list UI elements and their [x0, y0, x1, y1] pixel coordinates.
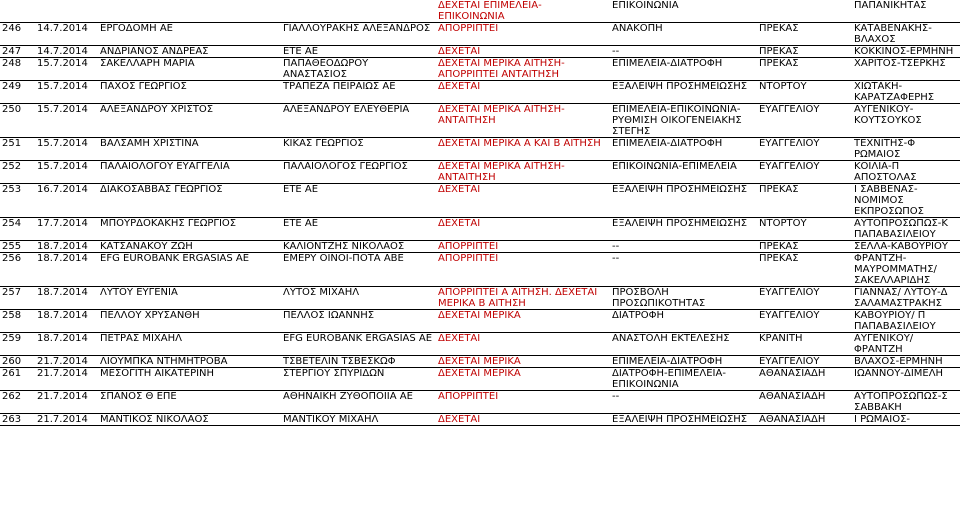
party2-cell: ΕΤΕ ΑΕ: [281, 218, 436, 241]
type-cell: --: [610, 46, 757, 58]
judge-cell: ΕΥΑΓΓΕΛΙΟΥ: [757, 287, 852, 310]
date-cell: 17.7.2014: [35, 218, 98, 241]
num-cell: 249: [0, 81, 35, 104]
lawyers-cell: ΑΥΤΟΠΡΟΣΩΠΩΣ-Κ ΠΑΠΑΒΑΣΙΛΕΙΟΥ: [852, 218, 960, 241]
judge-cell: ΝΤΟΡΤΟΥ: [757, 81, 852, 104]
lawyers-cell: ΙΩΑΝΝΟΥ-ΔΙΜΕΛΗ: [852, 368, 960, 391]
num-cell: 260: [0, 356, 35, 368]
status-cell: ΑΠΟΡΡΙΠΤΕΙ: [436, 391, 610, 414]
type-cell: --: [610, 253, 757, 287]
table-row: [0, 104, 960, 138]
party2-cell: ΑΘΗΝΑΪΚΗ ΖΥΘΟΠΟΙΙΑ ΑΕ: [281, 391, 436, 414]
type-cell: ΔΙΑΤΡΟΦΗ: [610, 310, 757, 333]
status-cell: ΑΠΟΡΡΙΠΤΕΙ: [436, 241, 610, 253]
judge-cell: ΑΘΑΝΑΣΙΑΔΗ: [757, 414, 852, 426]
type-cell: ΕΞΑΛΕΙΨΗ ΠΡΟΣΗΜΕΙΩΣΗΣ: [610, 218, 757, 241]
party2-cell: ΠΑΠΑΘΕΟΔΩΡΟΥ ΑΝΑΣΤΑΣΙΟΣ: [281, 58, 436, 81]
judge-cell: ΕΥΑΓΓΕΛΙΟΥ: [757, 310, 852, 333]
type-cell: ΑΝΑΣΤΟΛΗ ΕΚΤΕΛΕΣΗΣ: [610, 333, 757, 356]
date-cell: 15.7.2014: [35, 58, 98, 81]
party1-cell: ΚΑΤΣΑΝΑΚΟΥ ΖΩΗ: [98, 241, 281, 253]
date-cell: 15.7.2014: [35, 138, 98, 161]
party1-cell: ΒΑΛΣΑΜΗ ΧΡΙΣΤΙΝΑ: [98, 138, 281, 161]
table-row: [0, 58, 960, 81]
table-row: [0, 161, 960, 184]
type-cell: ΕΠΙΜΕΛΕΙΑ-ΔΙΑΤΡΟΦΗ: [610, 356, 757, 368]
status-cell: ΔΕΧΕΤΑΙ: [436, 81, 610, 104]
type-cell: --: [610, 391, 757, 414]
table-row: [0, 138, 960, 161]
lawyers-cell: ΠΑΠΑΝΙΚΗΤΑΣ: [852, 0, 960, 23]
party2-cell: ΚΙΚΑΣ ΓΕΩΡΓΙΟΣ: [281, 138, 436, 161]
party1-cell: ΠΕΛΛΟΥ ΧΡΥΣΑΝΘΗ: [98, 310, 281, 333]
lawyers-cell: ΑΥΤΟΠΡΟΣΩΠΩΣ-Σ ΣΑΒΒΑΚΗ: [852, 391, 960, 414]
party2-cell: ΜΑΝΤΙΚΟΥ ΜΙΧΑΗΛ: [281, 414, 436, 426]
status-cell: ΔΕΧΕΤΑΙ ΜΕΡΙΚΑ: [436, 356, 610, 368]
party2-cell: ΤΡΑΠΕΖΑ ΠΕΙΡΑΙΩΣ ΑΕ: [281, 81, 436, 104]
lawyers-cell: ΧΑΡΙΤΟΣ-ΤΣΕΡΚΗΣ: [852, 58, 960, 81]
party1-cell: ΠΑΧΟΣ ΓΕΩΡΓΙΟΣ: [98, 81, 281, 104]
date-cell: 16.7.2014: [35, 184, 98, 218]
party1-cell: ΠΕΤΡΑΣ ΜΙΧΑΗΛ: [98, 333, 281, 356]
status-cell: ΔΕΧΕΤΑΙ: [436, 333, 610, 356]
party1-cell: ΛΙΟΥΜΠΚΑ ΝΤΗΜΗΤΡΟΒΑ: [98, 356, 281, 368]
table-row: [0, 241, 960, 253]
judge-cell: ΠΡΕΚΑΣ: [757, 58, 852, 81]
type-cell: ΔΙΑΤΡΟΦΗ-ΕΠΙΜΕΛΕΙΑ-ΕΠΙΚΟΙΝΩΝΙΑ: [610, 368, 757, 391]
party1-cell: ΕΡΓΟΔΟΜΗ ΑΕ: [98, 23, 281, 46]
num-cell: 255: [0, 241, 35, 253]
type-cell: ΑΝΑΚΟΠΗ: [610, 23, 757, 46]
num-cell: 253: [0, 184, 35, 218]
lawyers-cell: ΚΑΒΟΥΡΙΟΥ/ Π ΠΑΠΑΒΑΣΙΛΕΙΟΥ: [852, 310, 960, 333]
table-row: [0, 218, 960, 241]
lawyers-cell: ΚΟΙΛΙΑ-Π ΑΠΟΣΤΟΛΑΣ: [852, 161, 960, 184]
table-row: [0, 333, 960, 356]
date-cell: 21.7.2014: [35, 356, 98, 368]
lawyers-cell: ΒΛΑΧΟΣ-ΕΡΜΗΝΗ: [852, 356, 960, 368]
type-cell: ΕΠΙΜΕΛΕΙΑ-ΔΙΑΤΡΟΦΗ: [610, 138, 757, 161]
party2-cell: ΠΕΛΛΟΣ ΙΩΑΝΝΗΣ: [281, 310, 436, 333]
party2-cell: ΤΣΒΕΤΕΛΙΝ ΤΣΒΕΣΚΩΦ: [281, 356, 436, 368]
status-cell: ΔΕΧΕΤΑΙ: [436, 46, 610, 58]
date-cell: 18.7.2014: [35, 333, 98, 356]
num-cell: 246: [0, 23, 35, 46]
party2-cell: ΓΙΑΛΛΟΥΡΑΚΗΣ ΑΛΕΞΑΝΔΡΟΣ: [281, 23, 436, 46]
judge-cell: ΑΘΑΝΑΣΙΑΔΗ: [757, 391, 852, 414]
date-cell: 18.7.2014: [35, 287, 98, 310]
party1-cell: ΔΙΑΚΟΣΑΒΒΑΣ ΓΕΩΡΓΙΟΣ: [98, 184, 281, 218]
lawyers-cell: ΤΕΧΝΙΤΗΣ-Φ ΡΩΜΑΙΟΣ: [852, 138, 960, 161]
date-cell: 21.7.2014: [35, 414, 98, 426]
status-cell: ΔΕΧΕΤΑΙ ΜΕΡΙΚΑ ΑΙΤΗΣΗ-ΑΝΤΑΙΤΗΣΗ: [436, 104, 610, 138]
date-cell: 15.7.2014: [35, 161, 98, 184]
party1-cell: EFG EUROBANK ERGASIAS AE: [98, 253, 281, 287]
party1-cell: ΜΠΟΥΡΔΟΚΑΚΗΣ ΓΕΩΡΓΙΟΣ: [98, 218, 281, 241]
party1-cell: ΜΕΣΟΓΙΤΗ ΑΙΚΑΤΕΡΙΝΗ: [98, 368, 281, 391]
type-cell: --: [610, 241, 757, 253]
party2-cell: ΛΥΤΟΣ ΜΙΧΑΗΛ: [281, 287, 436, 310]
party1-cell: ΑΛΕΞΑΝΔΡΟΥ ΧΡΙΣΤΟΣ: [98, 104, 281, 138]
type-cell: ΕΠΙΜΕΛΕΙΑ-ΕΠΙΚΟΙΝΩΝΙΑ-ΡΥΘΜΙΣΗ ΟΙΚΟΓΕΝΕΙΑΚΗΣ ΣΤΕΓΗΣ: [610, 104, 757, 138]
status-cell: ΔΕΧΕΤΑΙ ΜΕΡΙΚΑ: [436, 310, 610, 333]
type-cell: ΠΡΟΣΒΟΛΗ ΠΡΟΣΩΠΙΚΟΤΗΤΑΣ: [610, 287, 757, 310]
party1-cell: ΣΑΚΕΛΛΑΡΗ ΜΑΡΙΑ: [98, 58, 281, 81]
judge-cell: ΕΥΑΓΓΕΛΙΟΥ: [757, 138, 852, 161]
status-cell: ΑΠΟΡΡΙΠΤΕΙ: [436, 253, 610, 287]
judge-cell: ΝΤΟΡΤΟΥ: [757, 218, 852, 241]
judge-cell: ΑΘΑΝΑΣΙΑΔΗ: [757, 368, 852, 391]
table-row: [0, 253, 960, 287]
num-cell: 257: [0, 287, 35, 310]
date-cell: 14.7.2014: [35, 46, 98, 58]
num-cell: 250: [0, 104, 35, 138]
type-cell: ΕΞΑΛΕΙΨΗ ΠΡΟΣΗΜΕΙΩΣΗΣ: [610, 81, 757, 104]
judge-cell: ΕΥΑΓΓΕΛΙΟΥ: [757, 356, 852, 368]
party1-cell: ΠΑΛΑΙΟΛΟΓΟΥ ΕΥΑΓΓΕΛΙΑ: [98, 161, 281, 184]
lawyers-cell: Ι ΣΑΒΒΕΝΑΣ-ΝΟΜΙΜΟΣ ΕΚΠΡΟΣΩΠΟΣ: [852, 184, 960, 218]
status-cell: ΔΕΧΕΤΑΙ ΜΕΡΙΚΑ: [436, 368, 610, 391]
num-cell: 247: [0, 46, 35, 58]
num-cell: 248: [0, 58, 35, 81]
table-row: [0, 184, 960, 218]
date-cell: [35, 0, 98, 23]
type-cell: ΕΠΙΚΟΙΝΩΝΙΑ: [610, 0, 757, 23]
lawyers-cell: ΚΑΤΑΒΕΝΑΚΗΣ-ΒΛΑΧΟΣ: [852, 23, 960, 46]
num-cell: 256: [0, 253, 35, 287]
judge-cell: ΕΥΑΓΓΕΛΙΟΥ: [757, 104, 852, 138]
lawyers-cell: ΑΥΓΕΝΙΚΟΥ/ ΦΡΑΝΤΖΗ: [852, 333, 960, 356]
num-cell: 252: [0, 161, 35, 184]
judge-cell: ΕΥΑΓΓΕΛΙΟΥ: [757, 161, 852, 184]
table-row: [0, 310, 960, 333]
lawyers-cell: ΦΡΑΝΤΖΗ-ΜΑΥΡΟΜΜΑΤΗΣ/ ΣΑΚΕΛΛΑΡΙΔΗΣ: [852, 253, 960, 287]
lawyers-cell: Ι ΡΩΜΑΙΟΣ-: [852, 414, 960, 426]
table-row: [0, 414, 960, 426]
party1-cell: ΛΥΤΟΥ ΕΥΓΕΝΙΑ: [98, 287, 281, 310]
status-cell: ΔΕΧΕΤΑΙ ΜΕΡΙΚΑ ΑΙΤΗΣΗ-ΑΝΤΑΙΤΗΣΗ: [436, 161, 610, 184]
party1-cell: ΣΠΑΝΟΣ Θ ΕΠΕ: [98, 391, 281, 414]
num-cell: 262: [0, 391, 35, 414]
num-cell: 261: [0, 368, 35, 391]
date-cell: 15.7.2014: [35, 81, 98, 104]
judge-cell: ΠΡΕΚΑΣ: [757, 23, 852, 46]
status-cell: ΔΕΧΕΤΑΙ: [436, 184, 610, 218]
judge-cell: ΠΡΕΚΑΣ: [757, 184, 852, 218]
party2-cell: ΕΤΕ ΑΕ: [281, 46, 436, 58]
lawyers-cell: ΑΥΓΕΝΙΚΟΥ-ΚΟΥΤΣΟΥΚΟΣ: [852, 104, 960, 138]
status-cell: ΔΕΧΕΤΑΙ ΜΕΡΙΚΑ ΑΙΤΗΣΗ-ΑΠΟΡΡΙΠΤΕΙ ΑΝΤΑΙΤΗΣΗ: [436, 58, 610, 81]
num-cell: 258: [0, 310, 35, 333]
party1-cell: ΜΑΝΤΙΚΟΣ ΝΙΚΟΛΑΟΣ: [98, 414, 281, 426]
judge-cell: [757, 0, 852, 23]
table-row: [0, 23, 960, 46]
judge-cell: ΠΡΕΚΑΣ: [757, 241, 852, 253]
party2-cell: ΕΜΕΡΥ ΟΙΝΟΙ-ΠΟΤΑ ΑΒΕ: [281, 253, 436, 287]
type-cell: ΕΞΑΛΕΙΨΗ ΠΡΟΣΗΜΕΙΩΣΗΣ: [610, 184, 757, 218]
party1-cell: ΑΝΔΡΙΑΝΟΣ ΑΝΔΡΕΑΣ: [98, 46, 281, 58]
party1-cell: [98, 0, 281, 23]
type-cell: ΕΞΑΛΕΙΨΗ ΠΡΟΣΗΜΕΙΩΣΗΣ: [610, 414, 757, 426]
type-cell: ΕΠΙΜΕΛΕΙΑ-ΔΙΑΤΡΟΦΗ: [610, 58, 757, 81]
status-cell: ΔΕΧΕΤΑΙ: [436, 414, 610, 426]
table-row: [0, 391, 960, 414]
status-cell: ΔΕΧΕΤΑΙ ΜΕΡΙΚΑ Α ΚΑΙ Β ΑΙΤΗΣΗ: [436, 138, 610, 161]
date-cell: 21.7.2014: [35, 391, 98, 414]
num-cell: [0, 0, 35, 23]
table-row: [0, 368, 960, 391]
num-cell: 263: [0, 414, 35, 426]
party2-cell: [281, 0, 436, 23]
status-cell: ΑΠΟΡΡΙΠΤΕΙ Α ΑΙΤΗΣΗ. ΔΕΧΕΤΑΙ ΜΕΡΙΚΑ Β ΑΙΤΗΣΗ: [436, 287, 610, 310]
party2-cell: ΕΤΕ ΑΕ: [281, 184, 436, 218]
date-cell: 18.7.2014: [35, 253, 98, 287]
party2-cell: EFG EUROBANK ERGASIAS AE: [281, 333, 436, 356]
num-cell: 259: [0, 333, 35, 356]
date-cell: 14.7.2014: [35, 23, 98, 46]
table-row: [0, 356, 960, 368]
type-cell: ΕΠΙΚΟΙΝΩΝΙΑ-ΕΠΙΜΕΛΕΙΑ: [610, 161, 757, 184]
lawyers-cell: ΣΕΛΛΑ-ΚΑΒΟΥΡΙΟΥ: [852, 241, 960, 253]
party2-cell: ΑΛΕΞΑΝΔΡΟΥ ΕΛΕΥΘΕΡΙΑ: [281, 104, 436, 138]
table-row-continued: [0, 0, 960, 23]
party2-cell: ΠΑΛΑΙΟΛΟΓΟΣ ΓΕΩΡΓΙΟΣ: [281, 161, 436, 184]
num-cell: 251: [0, 138, 35, 161]
num-cell: 254: [0, 218, 35, 241]
status-cell: ΔΕΧΕΤΑΙ ΕΠΙΜΕΛΕΙΑ-ΕΠΙΚΟΙΝΩΝΙΑ: [436, 0, 610, 23]
table-row: [0, 287, 960, 310]
table-row: [0, 81, 960, 104]
party2-cell: ΚΑΛΙΟΝΤΖΗΣ ΝΙΚΟΛΑΟΣ: [281, 241, 436, 253]
judge-cell: ΠΡΕΚΑΣ: [757, 46, 852, 58]
date-cell: 18.7.2014: [35, 241, 98, 253]
status-cell: ΑΠΟΡΡΙΠΤΕΙ: [436, 23, 610, 46]
party2-cell: ΣΤΕΡΓΙΟΥ ΣΠΥΡΙΔΩΝ: [281, 368, 436, 391]
status-cell: ΔΕΧΕΤΑΙ: [436, 218, 610, 241]
lawyers-cell: ΧΙΩΤΑΚΗ-ΚΑΡΑΤΖΑΦΕΡΗΣ: [852, 81, 960, 104]
lawyers-cell: ΚΟΚΚΙΝΟΣ-ΕΡΜΗΝΗ: [852, 46, 960, 58]
date-cell: 18.7.2014: [35, 310, 98, 333]
date-cell: 15.7.2014: [35, 104, 98, 138]
lawyers-cell: ΓΙΑΝΝΑΣ/ ΛΥΤΟΥ-Δ ΣΑΛΑΜΑΣΤΡΑΚΗΣ: [852, 287, 960, 310]
judge-cell: ΠΡΕΚΑΣ: [757, 253, 852, 287]
date-cell: 21.7.2014: [35, 368, 98, 391]
judge-cell: ΚΡΑΝΙΤΗ: [757, 333, 852, 356]
table-row: [0, 46, 960, 58]
